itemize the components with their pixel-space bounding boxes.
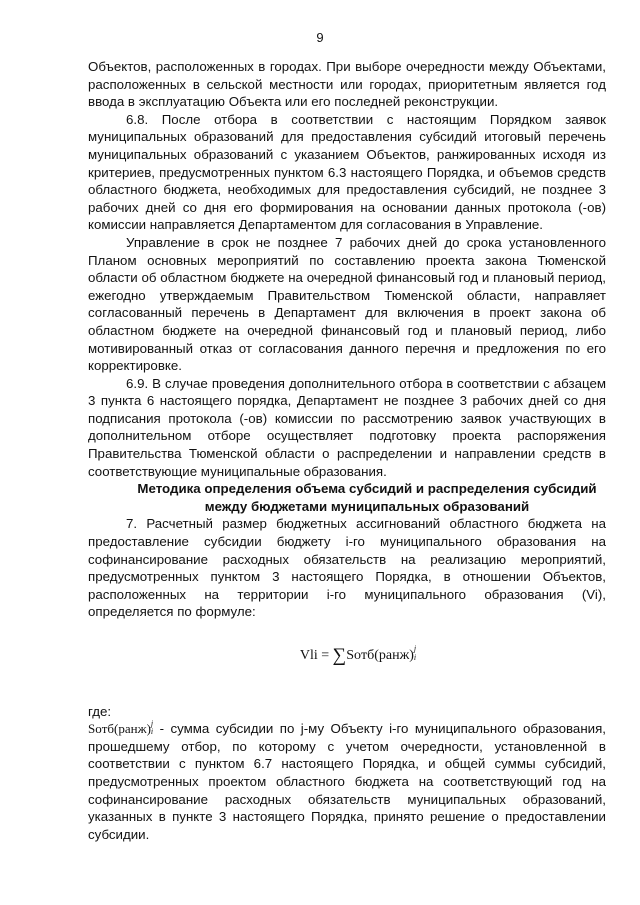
body-text xyxy=(88,58,606,843)
formula-indices xyxy=(414,644,416,662)
section-heading: Методика определения объема субсидий и распределения субсидий между бюджетами муниципальных образований xyxy=(137,481,597,514)
formula xyxy=(88,644,606,665)
formula-lhs: Vli xyxy=(299,648,318,663)
definition-sub: i xyxy=(150,727,154,737)
formula-sub: i xyxy=(413,653,417,662)
formula-equals: = xyxy=(317,648,333,663)
definition-symbol xyxy=(88,721,153,736)
definition-text: - сумма субсидии по j-му Объекту i-го муниципального образования, прошедшему отбор, по которому с учетом очередности, установленной в соответствии с пунктом 6.7 настоящего Порядка, и общей суммы субсидий, предусмотренных проектом областного бюджета на соответствующий год на софинансирование расходных обязательств муниципальных образований, указанных в пункте 3 настоящего Порядка, принято решение о предоставлении субсидии. xyxy=(88,721,606,842)
definition-symbol-text: Soтб(ранж) xyxy=(88,721,151,737)
paragraph-6-8: 6.8. После отбора в соответствии с настоящим Порядком заявок муниципальных образований для предоставления субсидий итоговый перечень муниципальных образований с указанием Объектов, ранжированных исходя из критериев, предусмотренных пунктом 6.3 настоящего Порядка, и объемов средств областного бюджета, необходимых для предоставления субсидий, не позднее 3 рабочих дней со дня его формирования на основании данных протокола (-ов) комиссии направляется Департаментом для согласования в Управление. xyxy=(88,111,606,233)
paragraph-6-9: 6.9. В случае проведения дополнительного отбора в соответствии с абзацем 3 пункта 6 настоящего порядка, Департамент не позднее 3 рабочих дней со дня подписания протокола (-ов) комиссии по рассмотрению заявок участвующих в дополнительном отборе осуществляет подготовку проекта распоряжения Правительства Тюменской области о распределении и направлении средств в соответствующие муниципальные образования. xyxy=(88,375,606,479)
paragraph-continuation: Объектов, расположенных в городах. При выборе очередности между Объектами, расположенных в сельской местности или городах, приоритетным является год ввода в эксплуатацию Объекта или его последней реконструкции. xyxy=(88,59,606,110)
where-label: где: xyxy=(88,703,112,719)
formula-term: Soтб(ранж) xyxy=(346,648,414,663)
definition-sup: j xyxy=(150,719,154,729)
formula-sup: j xyxy=(413,644,417,653)
paragraph-7: 7. Расчетный размер бюджетных ассигнований областного бюджета на предоставление субсидии бюджету i-го муниципального образования на софинансирование расходных обязательств на реализацию мероприятий, предусмотренных пунктом 3 настоящего Порядка, в отношении Объектов, расположенных на территории i-го муниципального образования (Vi), определяется по формуле: xyxy=(88,516,606,620)
page-number: 9 xyxy=(316,30,324,45)
paragraph-management: Управление в срок не позднее 7 рабочих дней до срока установленного Планом основных мероприятий по составлению проекта закона Тюменской области об областном бюджете на очередной финансовый год и плановый период, ежегодно утверждаемым Правительством Тюменской области, направляет согласованный перечень в Департамент для включения в проект закона об областном бюджете на очередной финансовый год и плановый период, либо мотивированный отказ от согласования данного перечня и предложения по его корректировке. xyxy=(88,234,606,374)
sum-symbol: ∑ xyxy=(332,645,347,666)
definition-paragraph xyxy=(88,720,606,843)
